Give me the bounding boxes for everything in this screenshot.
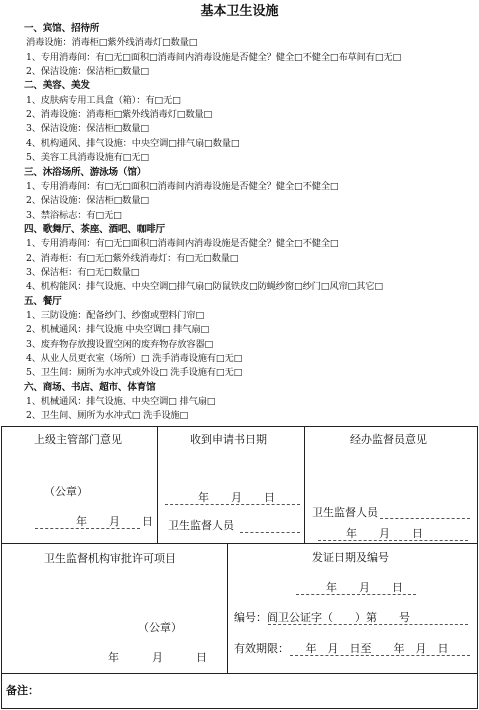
- approval-seal: （公章）: [138, 621, 182, 634]
- upper-dept-date: 年 月 日: [76, 515, 153, 528]
- checklist-item: 1、专用消毒间：有□无□面积□消毒间内消毒设施是否健全？健全□不健全□: [26, 238, 339, 250]
- checklist-item: 1、专用消毒间：有□无□面积□消毒间内消毒设施是否健全？健全□不健全□: [26, 180, 339, 192]
- issue-header: 发证日期及编号: [312, 551, 389, 564]
- checklist-item: 2、消毒柜：有□无□紫外线消毒灯：有□无□数量□: [26, 252, 239, 264]
- page-title: 基本卫生设施: [200, 4, 279, 19]
- checklist-item: 4、机构能风：排气设施、中央空调□排气扇□防鼠铁皮□防蝇纱窗□纱门□风帘□其它□: [26, 281, 383, 293]
- receive-person: 卫生监督人员: [168, 519, 234, 532]
- checklist-item: 3、废弃物存放搜设置空闲的废弃物存放容器□: [26, 338, 214, 350]
- checklist-item: 消毒设施：消毒柜□紫外线消毒灯□数量□: [26, 37, 198, 49]
- checklist-item: 3、保洁设施：保洁柜□数量□: [26, 123, 149, 135]
- checklist-item: 4、机构通风、排气设施：中央空调□排气扇□数量□: [26, 137, 240, 149]
- section-heading: 四、歌舞厅、茶座、酒吧、咖啡厅: [24, 223, 165, 235]
- approval-date: 年 月 日: [108, 651, 207, 664]
- approval-header: 卫生监督机构审批许可项目: [44, 552, 176, 565]
- checklist-item: 1、皮肤病专用工具盒（箱）：有□无□: [26, 94, 181, 106]
- validity-period-field[interactable]: 有效期限： 年 月 日至 年 月 日: [234, 642, 449, 655]
- section-heading: 五、餐厅: [24, 295, 62, 307]
- section-heading: 二、美容、美发: [24, 80, 90, 92]
- issue-date: 年 月 日: [326, 581, 403, 594]
- section-heading: 一、宾馆、招待所: [24, 23, 100, 34]
- checklist-item: 2、卫生间、厕所为水冲式□ 洗手设施□: [26, 410, 189, 422]
- checklist-item: 3、保洁柜：有□无□数量□: [26, 266, 140, 278]
- receive-header: 收到申请书日期: [190, 433, 267, 446]
- receive-date: 年 月 日: [198, 491, 275, 504]
- checklist-item: 2、保洁设施：保洁柜□数量□: [26, 66, 149, 78]
- checklist-item: 1、专用消毒间：有□无□面积□消毒间内消毒设施是否健全？健全□不健全□布草间有□无□: [26, 51, 402, 63]
- checklist-item: 2、保洁设施：保洁柜□数量□: [26, 195, 149, 207]
- upper-dept-seal: （公章）: [44, 485, 88, 498]
- handler-person: 卫生监督人员: [312, 506, 378, 519]
- checklist-item: 2、消毒设施：消毒柜□紫外线消毒灯□数量□: [26, 109, 213, 121]
- handler-header: 经办监督员意见: [350, 433, 427, 446]
- approval-table: [1, 426, 478, 709]
- remarks-label: 备注：: [6, 684, 39, 697]
- section-heading: 六、商场、书店、超市、体育馆: [24, 381, 156, 393]
- cert-number-field[interactable]: 编号：阎卫公证字（ ）第 号: [234, 611, 410, 624]
- checklist-item: 1、三防设施：配备纱门、纱窗或塑料门帘□: [26, 310, 205, 321]
- checklist-item: 5、美容工具消毒设施有□无□: [26, 152, 149, 164]
- section-heading: 三、沐浴场所、游泳场（馆）: [24, 166, 147, 178]
- checklist-item: 1、机械通风：排气设施、中央空调□ 排气扇□: [26, 396, 216, 408]
- upper-dept-header: 上级主管部门意见: [34, 433, 122, 446]
- checklist-item: 2、机械通风：排气设施 中央空调□ 排气扇□: [26, 324, 210, 336]
- checklist-item: 4、从业人员更衣室（场所）□ 洗手消毒设施有□无□: [26, 353, 243, 365]
- handler-date: 年 月 日: [346, 527, 423, 540]
- checklist-item: 5、卫生间：厕所为水冲式或外设□ 洗手设施有□无□: [26, 367, 243, 379]
- checklist-item: 3、禁浴标志：有□无□: [26, 209, 122, 221]
